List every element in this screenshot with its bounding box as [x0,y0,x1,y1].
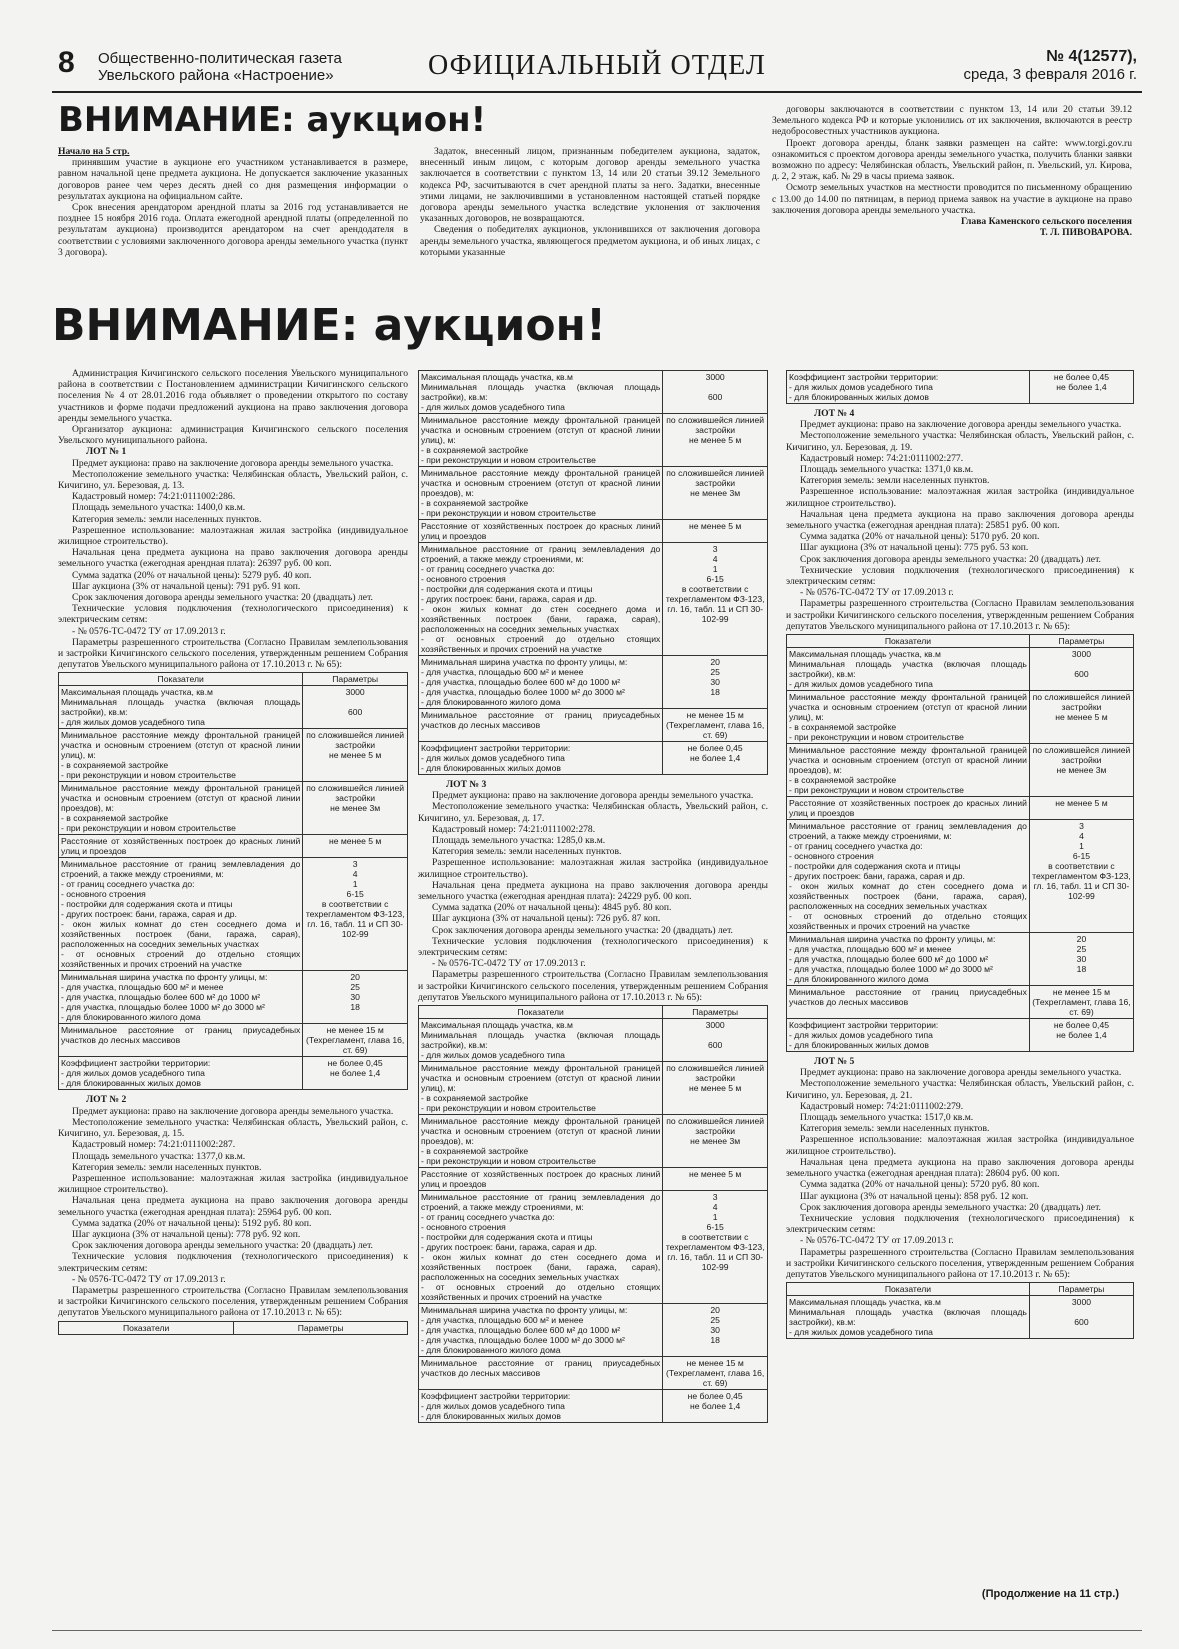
param-cell: 3 4 1 6-15 в соответствии с техрегламентом ФЗ-123, гл. 16, табл. 11 и СП 30-102-99 [663,543,768,656]
page-header [0,0,1179,100]
indicator-cell: Минимальная ширина участка по фронту улицы, м: - для участка, площадью 600 м² и менее - для участка, площадью более 600 м² до 1000 м² - для участка, площадью более 1000 м² до 3000 м² - для блокированного жилого дома [787,933,1030,986]
param-cell: не более 0,45 не более 1,4 [663,742,768,775]
paragraph: Предмет аукциона: право на заключение договора аренды земельного участка. [72,457,394,469]
param-cell: по сложившейся линией застройки не менее 3м [303,782,408,835]
paragraph: Сведения о победителях аукционов, уклонившихся от заключения договора аренды земельного участка, являющегося предметом аукциона, и об иных лицах, с которыми указанные [420,224,760,258]
paragraph: Сумма задатка (20% от начальной цены): 5170 руб. 20 коп. [800,531,1040,543]
lot4-params-table [786,634,1134,1052]
paragraph: Сумма задатка (20% от начальной цены): 4845 руб. 80 коп. [432,902,672,914]
paragraph: договоры заключаются в соответствии с пунктом 13, 14 или 20 статьи 39.12 Земельного кодекса РФ и которые уклонились от их заключения, включаются в реестр недобросовестных участников аукциона. [772,104,1132,138]
col-header-params: Параметры [234,1321,408,1334]
param-cell: не менее 5 м [663,1168,768,1191]
paragraph: Предмет аукциона: право на заключение договора аренды земельного участка. [72,1105,394,1117]
table-row [787,797,1134,820]
paragraph: Администрация Кичигинского сельского поселения Увельского муниципального района в соответствии с Постановлением администрации Кичигинского сельского поселения № 4 от 28.01.2016 года объявляет о проведении открытого по составу участников и форме подачи предложений аукциона на право заключения договора аренды земельного участка. [58,368,408,424]
table-row [787,648,1134,691]
param-cell: не более 0,45 не более 1,4 [1029,1019,1133,1052]
article2-col1 [58,368,408,1339]
indicator-cell: Максимальная площадь участка, кв.м Минимальная площадь участка (включая площадь застройки), кв.м: - для жилых домов усадебного типа [419,371,663,414]
indicator-cell: Минимальная ширина участка по фронту улицы, м: - для участка, площадью 600 м² и менее - для участка, площадью более 600 м² до 1000 м² - для участка, площадью более 1000 м² до 3000 м² - для блокированного жилого дома [419,656,663,709]
paragraph: Местоположение земельного участка: Челябинская область, Увельский район, с. Кичигино, ул. Березовая, д. 15. [58,1116,408,1140]
indicator-cell: Коэффициент застройки территории: - для жилых домов усадебного типа - для блокированных жилых домов [59,1057,303,1090]
paragraph: Категория земель: земли населенных пунктов. [432,846,622,858]
lot1-params-table [58,672,408,1090]
param-cell: не менее 15 м (Техрегламент, глава 16, ст. 69) [663,709,768,742]
paragraph: Начальная цена предмета аукциона на право заключения договора аренды земельного участка (ежегодная арендная плата): 24229 руб. 00 коп. [418,879,768,903]
table-row [787,820,1134,933]
paragraph: Начальная цена предмета аукциона на право заключения договора аренды земельного участка (ежегодная арендная плата): 25851 руб. 00 коп. [786,508,1134,532]
indicator-cell: Минимальная ширина участка по фронту улицы, м: - для участка, площадью 600 м² и менее - для участка, площадью более 600 м² до 1000 м² - для участка, площадью более 1000 м² до 3000 м² - для блокированного жилого дома [419,1304,663,1357]
param-cell: 3000 600 [663,1019,768,1062]
table-row [59,835,408,858]
table-row [419,1062,768,1115]
table-row [419,1357,768,1390]
paragraph: Местоположение земельного участка: Челябинская область, Увельский район, с. Кичигино, ул. Березовая, д. 19. [786,430,1134,453]
params-table [58,672,408,1090]
param-cell: 3 4 1 6-15 в соответствии с техрегламентом ФЗ-123, гл. 16, табл. 11 и СП 30-102-99 [663,1191,768,1304]
article2-col2 [418,368,768,1427]
params-table [58,1321,408,1335]
indicator-cell: Максимальная площадь участка, кв.м Минимальная площадь участка (включая площадь застройки), кв.м: - для жилых домов усадебного типа [59,686,303,729]
paragraph: Площадь земельного участка: 1377,0 кв.м. [72,1150,246,1162]
paragraph: Разрешенное использование: малоэтажная жилая застройка (индивидуальное жилищное строительство). [418,857,768,880]
table-row [787,933,1134,986]
table-row [787,1296,1134,1339]
param-cell: 3 4 1 6-15 в соответствии с техрегламентом ФЗ-123, гл. 16, табл. 11 и СП 30-102-99 [1029,820,1133,933]
paragraph: Срок внесения арендатором арендной платы за 2016 год устанавливается не позднее 15 ноября 2016 года. Оплата ежегодной арендной платы (определенной по результатам аукциона) производится арендатором на счет арендодателя в соответствии с условиями заключенного договора аренды земельного участка (пункт 3 договора). [58,202,408,258]
param-cell: 3000 600 [303,686,408,729]
paragraph: Местоположение земельного участка: Челябинская область, Увельский район, с. Кичигино, ул. Березовая, д. 21. [786,1078,1134,1101]
paragraph: Площадь земельного участка: 1371,0 кв.м. [800,464,974,476]
paragraph: Шаг аукциона (3% от начальной цены): 791 руб. 91 коп. [72,580,301,592]
table-row [59,729,408,782]
table-row [59,1057,408,1090]
paragraph: Параметры разрешенного строительства (Согласно Правилам землепользования и застройки Кичигинского сельского поселения, утвержденным решением Собрания депутатов Увельского муниципального района от 17.10.2013 г. № 65): [58,1284,408,1319]
table-row [419,1168,768,1191]
param-cell: 20 25 30 18 [1029,933,1133,986]
continuation-note: (Продолжение на 11 стр.) [981,1588,1119,1600]
article1-col2 [420,146,760,258]
paragraph: Осмотр земельных участков на местности проводится по письменному обращению с 13.00 до 14.00 по пятницам, в период приема заявок на участие в аукционе на право заключения договора аренды земельного участка. [772,182,1132,216]
table-row [419,1390,768,1423]
indicator-cell: Минимальное расстояние от границ землевладения до строений, а также между строениями, м: - от границ соседнего участка до: - основного строения - постройки для содержания скота и птицы - других построек: бани, гаража, сарая и др. - окон жилых комнат до стен соседнего дома и хозяйственных построек (бани, гаража, сарая), расположенных на соседних земельных участках - от основных строений до отдельно стоящих хозяйственных и прочих строений на участке [787,820,1030,933]
paragraph: Параметры разрешенного строительства (Согласно Правилам землепользования и застройки Кичигинского сельского поселения, утвержденным решением Собрания депутатов Увельского муниципального района от 17.10.2013 г. № 65): [786,598,1134,632]
col-header-indicators: Показатели [787,1283,1030,1296]
paragraph: Категория земель: земли населенных пунктов. [800,1123,990,1135]
paragraph: - № 0576-ТС-0472 ТУ от 17.09.2013 г. [800,587,954,599]
paragraph: Организатор аукциона: администрация Кичигинского сельского поселения Увельского муниципального района. [58,424,408,447]
param-cell: не менее 5 м [663,520,768,543]
article2-title: ВНИМАНИЕ: аукцион! [52,300,607,351]
indicator-cell: Максимальная площадь участка, кв.м Минимальная площадь участка (включая площадь застройки), кв.м: - для жилых домов усадебного типа [787,648,1030,691]
indicator-cell: Минимальное расстояние между фронтальной границей участка и основным строением (отступ от красной линии улиц), м: - в сохраняемой застройке - при реконструкции и новом строительстве [419,1062,663,1115]
param-cell: по сложившейся линией застройки не менее 3м [663,467,768,520]
paragraph: Разрешенное использование: малоэтажная жилая застройка (индивидуальное жилищное строительство). [786,1134,1134,1157]
paragraph: Параметры разрешенного строительства (Согласно Правилам землепользования и застройки Кичигинского сельского поселения, утвержденным решением Собрания депутатов Увельского муниципального района от 17.10.2013 г. № 65): [786,1246,1134,1280]
paragraph: Разрешенное использование: малоэтажная жилая застройка (индивидуальное жилищное строительство). [58,524,408,548]
paragraph: Площадь земельного участка: 1285,0 кв.м. [432,835,606,847]
paragraph: - № 0576-ТС-0472 ТУ от 17.09.2013 г. [72,1273,226,1285]
param-cell: 20 25 30 18 [663,1304,768,1357]
param-cell: 20 25 30 18 [303,971,408,1024]
issue-info: № 4(12577), среда, 3 февраля 2016 г. [963,48,1137,83]
paragraph: Срок заключения договора аренды земельного участка: 20 (двадцать) лет. [800,1201,1101,1213]
paragraph: Сумма задатка (20% от начальной цены): 5279 руб. 40 коп. [72,569,312,581]
table-row [419,520,768,543]
indicator-cell: Расстояние от хозяйственных построек до красных линий улиц и проездов [787,797,1030,820]
table-row [787,371,1134,404]
paragraph: - № 0576-ТС-0472 ТУ от 17.09.2013 г. [72,625,226,637]
lot3-params-table-cont [786,370,1134,404]
paragraph: ЛОТ № 2 [86,1094,127,1106]
indicator-cell: Минимальное расстояние от границ землевладения до строений, а также между строениями, м: - от границ соседнего участка до: - основного строения - постройки для содержания скота и птицы - других построек: бани, гаража, сарая и др. - окон жилых комнат до стен соседнего дома и хозяйственных построек (бани, гаража, сарая), расположенных на соседних земельных участках - от основных строений до отдельно стоящих хозяйственных и прочих строений на участке [419,543,663,656]
paragraph: принявшим участие в аукционе его участником устанавливается в размере, равном начальной цене предмета аукциона. Не допускается заключение указанных договоров ранее чем через десять дней со дня размещения информации о результатах аукциона на официальном сайте. [58,157,408,202]
col-header-params: Параметры [1029,635,1133,648]
table-row [419,1115,768,1168]
params-table [786,634,1134,1052]
paragraph: Шаг аукциона (3% от начальной цены): 778 руб. 92 коп. [72,1228,301,1240]
indicator-cell: Минимальное расстояние от границ приусадебных участков до лесных массивов [59,1024,303,1057]
indicator-cell: Минимальное расстояние от границ землевладения до строений, а также между строениями, м: - от границ соседнего участка до: - основного строения - постройки для содержания скота и птицы - других построек: бани, гаража, сарая и др. - окон жилых комнат до стен соседнего дома и хозяйственных построек (бани, гаража, сарая), расположенных на соседних земельных участках - от основных строений до отдельно стоящих хозяйственных и прочих строений на участке [419,1191,663,1304]
paragraph: Кадастровый номер: 74:21:0111002:286. [72,491,236,503]
paragraph: Кадастровый номер: 74:21:0111002:277. [800,452,964,464]
param-cell: по сложившейся линией застройки не менее 3м [1029,744,1133,797]
paragraph: Шаг аукциона (3% от начальной цены): 858 руб. 12 коп. [800,1190,1029,1202]
col-header-indicators: Показатели [59,673,303,686]
col-header-params: Параметры [1029,1283,1133,1296]
paragraph: Начало на 5 стр. [58,146,130,157]
indicator-cell: Минимальное расстояние между фронтальной границей участка и основным строением (отступ от красной линии проездов), м: - в сохраняемой застройке - при реконструкции и новом строительстве [419,1115,663,1168]
paragraph: Технические условия подключения (технологического присоединения) к электрическим сетям: [58,603,408,626]
indicator-cell: Минимальное расстояние от границ приусадебных участков до лесных массивов [787,986,1030,1019]
col-header-indicators: Показатели [787,635,1030,648]
paragraph: Технические условия подключения (технологического присоединения) к электрическим сетям: [58,1251,408,1274]
paragraph: Категория земель: земли населенных пунктов. [72,1161,262,1173]
indicator-cell: Минимальное расстояние между фронтальной границей участка и основным строением (отступ от красной линии проездов), м: - в сохраняемой застройке - при реконструкции и новом строительстве [787,744,1030,797]
param-cell: не менее 15 м (Техрегламент, глава 16, ст. 69) [663,1357,768,1390]
paragraph: Срок заключения договора аренды земельного участка: 20 (двадцать) лет. [72,1240,373,1252]
indicator-cell: Минимальное расстояние между фронтальной границей участка и основным строением (отступ от красной линии проездов), м: - в сохраняемой застройке - при реконструкции и новом строительстве [59,782,303,835]
params-table [786,370,1134,404]
table-row [59,971,408,1024]
paragraph: Параметры разрешенного строительства (Согласно Правилам землепользования и застройки Кичигинского сельского поселения, утвержденным решением Собрания депутатов Увельского муниципального района от 17.10.2013 г. № 65): [58,636,408,671]
paragraph: - № 0576-ТС-0472 ТУ от 17.09.2013 г. [800,1235,954,1247]
paragraph: Местоположение земельного участка: Челябинская область, Увельский район, с. Кичигино, ул. Березовая, д. 17. [418,801,768,824]
indicator-cell: Коэффициент застройки территории: - для жилых домов усадебного типа - для блокированных жилых домов [787,1019,1030,1052]
paragraph: Технические условия подключения (технологического присоединения) к электрическим сетям: [418,935,768,959]
table-row [419,414,768,467]
param-cell: по сложившейся линией застройки не менее 5 м [1029,691,1133,744]
paragraph: Кадастровый номер: 74:21:0111002:278. [432,823,596,835]
indicator-cell: Расстояние от хозяйственных построек до красных линий улиц и проездов [419,520,663,543]
params-table [786,1282,1134,1339]
param-cell: 20 25 30 18 [663,656,768,709]
param-cell: не менее 5 м [1029,797,1133,820]
paragraph: Сумма задатка (20% от начальной цены): 5192 руб. 80 коп. [72,1217,312,1229]
param-cell: 3000 600 [1029,1296,1133,1339]
col-header-params: Параметры [663,1006,768,1019]
paragraph: Срок заключения договора аренды земельного участка: 20 (двадцать) лет. [432,924,733,936]
paragraph: Начальная цена предмета аукциона на право заключения договора аренды земельного участка (ежегодная арендная плата): 28604 руб. 00 коп. [786,1156,1134,1180]
footer-rule [52,1630,1142,1631]
paragraph: Разрешенное использование: малоэтажная жилая застройка (индивидуальное жилищное строительство). [58,1172,408,1196]
param-cell: не более 0,45 не более 1,4 [303,1057,408,1090]
param-cell: не менее 5 м [303,835,408,858]
table-row [419,742,768,775]
param-cell: по сложившейся линией застройки не менее 5 м [663,1062,768,1115]
table-row [59,1024,408,1057]
lot2-params-table-cont [418,370,768,775]
paragraph: Сумма задатка (20% от начальной цены): 5720 руб. 80 коп. [800,1179,1040,1191]
table-row [59,782,408,835]
table-row [419,543,768,656]
article1-title: ВНИМАНИЕ: аукцион! [58,100,487,140]
paragraph: Площадь земельного участка: 1517,0 кв.м. [800,1112,974,1124]
param-cell: 3000 600 [663,371,768,414]
params-table [418,370,768,775]
paragraph: Технические условия подключения (технологического присоединения) к электрическим сетям: [786,564,1134,588]
param-cell: не более 0,45 не более 1,4 [1029,371,1133,404]
article2-col3 [786,368,1134,1343]
param-cell: не менее 15 м (Техрегламент, глава 16, ст. 69) [303,1024,408,1057]
table-row [419,709,768,742]
paragraph: Начальная цена предмета аукциона на право заключения договора аренды земельного участка (ежегодная арендная плата): 25964 руб. 00 коп. [58,1195,408,1218]
table-row [419,371,768,414]
paragraph: ЛОТ № 4 [814,408,855,419]
col-header-indicators: Показатели [419,1006,663,1019]
indicator-cell: Минимальное расстояние между фронтальной границей участка и основным строением (отступ от красной линии улиц), м: - в сохраняемой застройке - при реконструкции и новом строительстве [419,414,663,467]
indicator-cell: Расстояние от хозяйственных построек до красных линий улиц и проездов [59,835,303,858]
param-cell: 3 4 1 6-15 в соответствии с техрегламентом ФЗ-123, гл. 16, табл. 11 и СП 30-102-99 [303,858,408,971]
paragraph: Предмет аукциона: право на заключение договора аренды земельного участка. [800,1067,1122,1079]
param-cell: по сложившейся линией застройки не менее 5 м [303,729,408,782]
indicator-cell: Минимальное расстояние от границ приусадебных участков до лесных массивов [419,709,663,742]
table-row [787,691,1134,744]
paragraph: Категория земель: земли населенных пунктов. [72,513,262,525]
paragraph: ЛОТ № 5 [814,1056,855,1068]
signature-name: Т. Л. ПИВОВАРОВА. [1039,227,1132,239]
section-title: ОФИЦИАЛЬНЫЙ ОТДЕЛ [428,50,766,81]
paragraph: Параметры разрешенного строительства (Согласно Правилам землепользования и застройки Кичигинского сельского поселения, утвержденным решением Собрания депутатов Увельского муниципального района от 17.10.2013 г. № 65): [418,969,768,1003]
lot2-params-table [58,1321,408,1335]
param-cell: не более 0,45 не более 1,4 [663,1390,768,1423]
paper-name: Общественно-политическая газета Увельского района «Настроение» [98,50,342,84]
indicator-cell: Минимальная ширина участка по фронту улицы, м: - для участка, площадью 600 м² и менее - для участка, площадью более 600 м² до 1000 м² - для участка, площадью более 1000 м² до 3000 м² - для блокированного жилого дома [59,971,303,1024]
paragraph: Предмет аукциона: право на заключение договора аренды земельного участка. [432,790,754,802]
paragraph: Шаг аукциона (3% от начальной цены): 726 руб. 87 коп. [432,913,661,925]
signature-title: Глава Каменского сельского поселения [961,216,1132,228]
paragraph: Срок заключения договора аренды земельного участка: 20 (двадцать) лет. [800,553,1101,565]
table-row [419,1019,768,1062]
indicator-cell: Минимальное расстояние от границ приусадебных участков до лесных массивов [419,1357,663,1390]
paragraph: Площадь земельного участка: 1400,0 кв.м. [72,502,246,514]
indicator-cell: Коэффициент застройки территории: - для жилых домов усадебного типа - для блокированных жилых домов [419,1390,663,1423]
indicator-cell: Минимальное расстояние между фронтальной границей участка и основным строением (отступ от красной линии улиц), м: - в сохраняемой застройке - при реконструкции и новом строительстве [787,691,1030,744]
paragraph: ЛОТ № 1 [86,446,127,458]
paragraph: Разрешенное использование: малоэтажная жилая застройка (индивидуальное жилищное строительство). [786,486,1134,509]
paragraph: Категория земель: земли населенных пунктов. [800,475,990,487]
col-header-indicators: Показатели [59,1321,234,1334]
col-header-params: Параметры [303,673,408,686]
table-row [59,686,408,729]
table-row [419,656,768,709]
paragraph: Задаток, внесенный лицом, признанным победителем аукциона, задаток, внесенный иным лицом, с которым договор аренды земельного участка заключается в соответствии с пунктом 13, 14 или 20 статьи 39.12 Земельного кодекса РФ, засчитываются в счет арендной платы за него. Задатки, внесенные этими лицами, не заключившими в установленном настоящей статьей порядке договора аренды земельного участка вследствие уклонения от заключения указанных договоров, не возвращаются. [420,146,760,225]
paragraph: Начальная цена предмета аукциона на право заключения договора аренды земельного участка (ежегодная арендная плата): 26397 руб. 00 коп. [58,547,408,570]
indicator-cell: Коэффициент застройки территории: - для жилых домов усадебного типа - для блокированных жилых домов [787,371,1030,404]
paragraph: Проект договора аренды, бланк заявки размещен на сайте: www.torgi.gov.ru ознакомиться с проектом договора аренды земельного участка, получить бланки заявки возможно по адресу: Челябинская область, Увельский район, п. Увельский, ул. Кирова, д. 2, 2 этаж, каб. № 29 в часы приема заявок. [772,137,1132,183]
param-cell: 3000 600 [1029,648,1133,691]
lot3-params-table [418,1005,768,1423]
paragraph: Предмет аукциона: право на заключение договора аренды земельного участка. [800,419,1122,431]
article1-col1 [58,146,408,258]
indicator-cell: Максимальная площадь участка, кв.м Минимальная площадь участка (включая площадь застройки), кв.м: - для жилых домов усадебного типа [419,1019,663,1062]
indicator-cell: Минимальное расстояние между фронтальной границей участка и основным строением (отступ от красной линии улиц), м: - в сохраняемой застройке - при реконструкции и новом строительстве [59,729,303,782]
table-row [787,1019,1134,1052]
param-cell: по сложившейся линией застройки не менее 5 м [663,414,768,467]
paragraph: ЛОТ № 3 [446,779,487,790]
indicator-cell: Минимальное расстояние между фронтальной границей участка и основным строением (отступ от красной линии проездов), м: - в сохраняемой застройке - при реконструкции и новом строительстве [419,467,663,520]
table-row [59,858,408,971]
indicator-cell: Расстояние от хозяйственных построек до красных линий улиц и проездов [419,1168,663,1191]
indicator-cell: Коэффициент застройки территории: - для жилых домов усадебного типа - для блокированных жилых домов [419,742,663,775]
indicator-cell: Максимальная площадь участка, кв.м Минимальная площадь участка (включая площадь застройки), кв.м: - для жилых домов усадебного типа [787,1296,1030,1339]
lot5-params-table [786,1282,1134,1339]
params-table [418,1005,768,1423]
article1-col3 [772,104,1132,238]
table-row [787,744,1134,797]
table-row [419,467,768,520]
paragraph: - № 0576-ТС-0472 ТУ от 17.09.2013 г. [432,958,586,970]
param-cell: по сложившейся линией застройки не менее 3м [663,1115,768,1168]
header-rule [52,91,1142,93]
table-row [787,986,1134,1019]
paragraph: Срок заключения договора аренды земельного участка: 20 (двадцать) лет. [72,592,373,604]
param-cell: не менее 15 м (Техрегламент, глава 16, ст. 69) [1029,986,1133,1019]
paragraph: Технические условия подключения (технологического присоединения) к электрическим сетям: [786,1212,1134,1236]
table-row [419,1191,768,1304]
paragraph: Шаг аукциона (3% от начальной цены): 775 руб. 53 коп. [800,542,1029,554]
paragraph: Кадастровый номер: 74:21:0111002:279. [800,1100,964,1112]
indicator-cell: Минимальное расстояние от границ землевладения до строений, а также между строениями, м: - от границ соседнего участка до: - основного строения - постройки для содержания скота и птицы - других построек: бани, гаража, сарая и др. - окон жилых комнат до стен соседнего дома и хозяйственных построек (бани, гаража, сарая), расположенных на соседних земельных участках - от основных строений до отдельно стоящих хозяйственных и прочих строений на участке [59,858,303,971]
page-number: 8 [58,46,75,79]
paragraph: Кадастровый номер: 74:21:0111002:287. [72,1139,236,1151]
paragraph: Местоположение земельного участка: Челябинская область, Увельский район, с. Кичигино, ул. Березовая, д. 13. [58,468,408,492]
table-row [419,1304,768,1357]
